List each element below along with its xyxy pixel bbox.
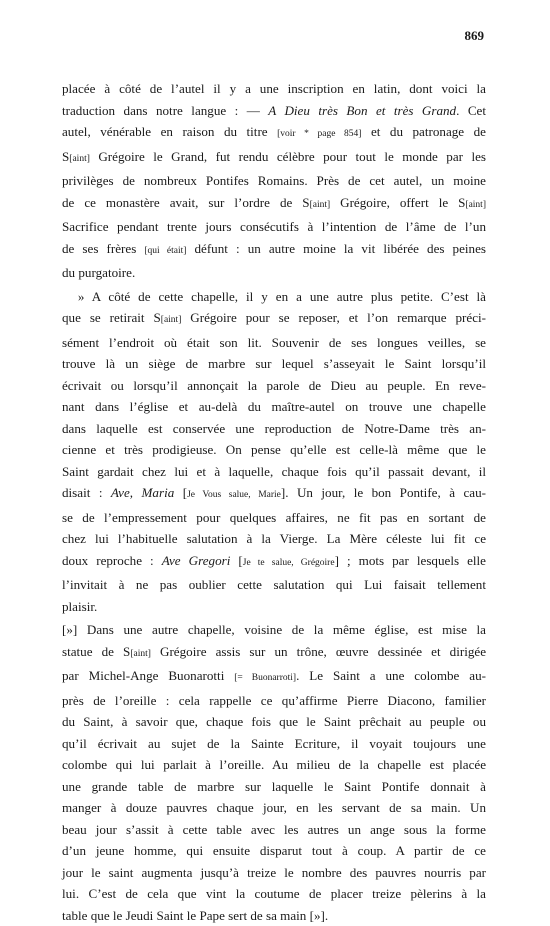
text-line xyxy=(62,482,486,507)
page-number: 869 xyxy=(465,28,485,44)
editorial-note: [aint] xyxy=(465,200,486,210)
italic-text: A Dieu très Bon et très Grand xyxy=(268,103,456,118)
paragraph xyxy=(62,78,486,284)
text-run: autel, vénérable en raison du titre xyxy=(62,124,277,139)
text-run: une grande table de marbre sur laquelle le Saint Pontife donnait à xyxy=(62,779,486,794)
text-run: privilèges de nombreux Pontifes Romains. Près de cet autel, un moine xyxy=(62,173,486,188)
body-text xyxy=(62,78,486,926)
text-run: manger à douze pauvres chaque jour, en les servant de sa main. Un xyxy=(62,800,486,815)
text-run: de ce monastère avait, sur l’ordre de S xyxy=(62,195,310,210)
text-line xyxy=(62,641,486,666)
text-run: dans laquelle est conservée une reproduction de Notre-Dame très an- xyxy=(62,421,486,436)
editorial-note: [= Buonarroti] xyxy=(234,673,296,683)
text-line xyxy=(62,332,486,354)
text-run: traduction dans notre langue : — xyxy=(62,103,268,118)
text-line xyxy=(62,711,486,733)
text-line xyxy=(62,192,486,217)
text-line xyxy=(62,286,486,308)
text-run: et du patronage de xyxy=(361,124,486,139)
editorial-note: Je te salue, Grégoire xyxy=(243,558,335,568)
text-line xyxy=(62,238,486,263)
text-line xyxy=(62,619,486,641)
text-line xyxy=(62,733,486,755)
text-run: Grégoire assis sur un trône, œuvre dessinée et dirigée xyxy=(151,644,486,659)
text-line xyxy=(62,100,486,122)
text-line xyxy=(62,307,486,332)
text-run: du Saint, à savoir que, chaque fois que le Saint prêchait au peuple ou xyxy=(62,714,486,729)
text-line xyxy=(62,507,486,529)
text-line xyxy=(62,776,486,798)
text-run: colombe qui lui parlait à l’oreille. Au milieu de la chapelle est placée xyxy=(62,757,486,772)
text-line xyxy=(62,574,486,596)
text-line xyxy=(62,170,486,192)
text-line xyxy=(62,353,486,375)
text-run: jour le saint augmenta jusqu’à treize le nombre des pauvres nourris par xyxy=(62,865,486,880)
text-line xyxy=(62,418,486,440)
text-line xyxy=(62,78,486,100)
text-run: placée à côté de l’autel il y a une inscription en latin, dont voici la xyxy=(62,81,486,96)
text-run: d’un jeune homme, qui ensuite disparut tout à coup. A partir de ce xyxy=(62,843,486,858)
text-line xyxy=(62,375,486,397)
text-line xyxy=(62,216,486,238)
text-run: que se retirait S xyxy=(62,310,161,325)
text-run: plaisir. xyxy=(62,599,97,614)
text-line xyxy=(62,439,486,461)
italic-text: Ave, Maria xyxy=(111,485,174,500)
editorial-note: [voir * page 854] xyxy=(277,129,361,139)
text-line xyxy=(62,754,486,776)
text-run: . Cet xyxy=(456,103,486,118)
text-run: écrivait ou lorsqu’il annonçait la parole de Dieu au peuple. En reve- xyxy=(62,378,486,393)
text-run: statue de S xyxy=(62,644,130,659)
editorial-note: [aint] xyxy=(130,649,151,659)
text-run: l’invitait à ne pas oublier cette salutation qui Lui faisait tellement xyxy=(62,577,486,592)
paragraph xyxy=(62,286,486,618)
text-line xyxy=(62,528,486,550)
editorial-note: [qui était] xyxy=(144,246,186,256)
editorial-note: Je Vous salue, Marie xyxy=(187,490,281,500)
text-run: nant dans l’église et au-delà du maître-autel on trouve une chapelle xyxy=(62,399,486,414)
text-run: table que le Jeudi Saint le Pape sert de sa main [»]. xyxy=(62,908,328,923)
text-line xyxy=(62,262,486,284)
text-run: [ xyxy=(230,553,242,568)
text-run: [»] Dans une autre chapelle, voisine de la même église, est mise la xyxy=(62,622,486,637)
text-run: [ xyxy=(174,485,187,500)
text-run: près de l’oreille : cela rappelle ce qu’affirme Pierre Diacono, familier xyxy=(62,693,486,708)
text-line xyxy=(62,146,486,171)
text-run: défunt : un autre moine la vit libérée des peines xyxy=(186,241,486,256)
text-line xyxy=(62,862,486,884)
text-run: sément l’endroit où était son lit. Souvenir de ses longues veilles, se xyxy=(62,335,486,350)
editorial-note: [aint] xyxy=(310,200,331,210)
text-run: cienne et très prodigieuse. On pense qu’elle est celle-là même que le xyxy=(62,442,486,457)
editorial-note: [aint] xyxy=(69,154,90,164)
text-run: » A côté de cette chapelle, il y en a une autre plus petite. C’est là xyxy=(62,289,486,304)
text-run: par Michel-Ange Buonarotti xyxy=(62,668,234,683)
text-line xyxy=(62,840,486,862)
text-line xyxy=(62,797,486,819)
text-run: du purgatoire. xyxy=(62,265,135,280)
text-run: . Le Saint a une colombe au- xyxy=(296,668,486,683)
text-line xyxy=(62,905,486,926)
text-run: Grégoire pour se reposer, et l’on remarque préci- xyxy=(181,310,486,325)
text-run: chez lui l’habituelle salutation à la Vierge. La Mère céleste lui fit ce xyxy=(62,531,486,546)
text-run: lui. C’est de cela que vint la coutume de placer treize pèlerins à la xyxy=(62,886,486,901)
text-line xyxy=(62,690,486,712)
text-run: beau jour s’assit à cette table avec les autres un ange sous la forme xyxy=(62,822,486,837)
text-run: de ses frères xyxy=(62,241,144,256)
text-line xyxy=(62,665,486,690)
paragraph xyxy=(62,619,486,926)
text-line xyxy=(62,550,486,575)
text-line xyxy=(62,121,486,146)
text-run: S xyxy=(62,149,69,164)
text-run: doux reproche : xyxy=(62,553,162,568)
text-run: Saint gardait chez lui et à laquelle, chaque fois qu’il passait devant, il xyxy=(62,464,486,479)
text-run: Grégoire, offert le S xyxy=(330,195,465,210)
text-line xyxy=(62,596,486,618)
italic-text: Ave Gregori xyxy=(162,553,231,568)
text-run: trouve là un siège de marbre sur lequel s’asseyait le Saint lorsqu’il xyxy=(62,356,486,371)
text-run: Grégoire le Grand, fut rendu célèbre pour tout le monde par les xyxy=(90,149,486,164)
text-line xyxy=(62,461,486,483)
text-run: ] ; mots par lesquels elle xyxy=(335,553,486,568)
text-run: qu’il écrivait au sujet de la Sainte Ecriture, il voyait toujours une xyxy=(62,736,486,751)
text-run: disait : xyxy=(62,485,111,500)
text-run: se de l’empressement pour quelques affaires, ne fit pas en sortant de xyxy=(62,510,486,525)
text-run: Sacrifice pendant trente jours consécutifs à l’intention de l’âme de l’un xyxy=(62,219,486,234)
editorial-note: [aint] xyxy=(161,315,182,325)
text-line xyxy=(62,819,486,841)
text-line xyxy=(62,396,486,418)
text-run: ]. Un jour, le bon Pontife, à cau- xyxy=(281,485,486,500)
text-line xyxy=(62,883,486,905)
